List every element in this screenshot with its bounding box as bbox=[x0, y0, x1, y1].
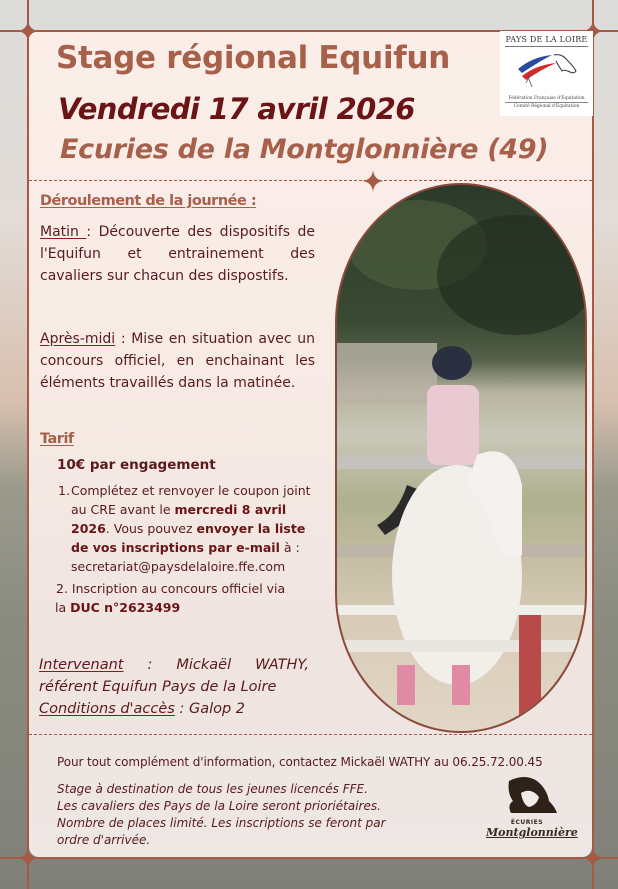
event-venue: Ecuries de la Montglonnière (49) bbox=[60, 134, 549, 165]
footer-notes: Stage à destination de tous les jeunes licencés FFE. Les cavaliers des Pays de la Loire seront prioriétaires. Nombre de places limité. Les inscriptions se feront par ordre d'arrivée. bbox=[57, 782, 386, 847]
tarif-price: 10€ par engagement bbox=[57, 457, 216, 473]
afternoon-label: Après-midi bbox=[40, 331, 116, 347]
tarif-heading: Tarif bbox=[40, 431, 74, 447]
frame-line-bottom bbox=[0, 857, 618, 859]
sparkle-icon bbox=[362, 170, 384, 192]
divider-bottom bbox=[29, 734, 592, 735]
contact-info: Pour tout complément d'information, contactez Mickaël WATHY au 06.25.72.00.45 bbox=[57, 755, 543, 769]
program-afternoon bbox=[40, 328, 315, 394]
registration-steps bbox=[55, 481, 318, 617]
speaker-label: Intervenant bbox=[39, 657, 124, 673]
program-morning bbox=[40, 221, 315, 287]
rider-on-white-pony-photo bbox=[335, 183, 587, 733]
divider-top bbox=[29, 180, 592, 181]
photo-illustration bbox=[337, 185, 587, 733]
ffe-logo-line1: Fédération Française d'Équitation bbox=[505, 95, 588, 103]
frame-line-right bbox=[592, 0, 594, 889]
list-item: 1. Complétez et renvoyer le coupon joint au CRE avant le mercredi 8 avril 2026. Vous pouvez envoyer la liste de vos inscriptions par e-mail à : secretariat@paysdelaloire.ffe.com bbox=[58, 481, 318, 576]
sparkle-icon bbox=[582, 847, 604, 869]
afternoon-text: : Mise en situation avec un concours officiel, en enchainant les éléments travaillés dans la matinée. bbox=[40, 331, 315, 391]
horse-silhouette-icon bbox=[497, 775, 557, 817]
ecuries-logo-script: Montglonnière bbox=[486, 826, 578, 839]
email-link[interactable]: secretariat@paysdelaloire.ffe.com bbox=[71, 559, 286, 574]
morning-text: : Découverte des dispositifs de l'Equifun et entrainement des cavaliers sur chacun des dispostifs. bbox=[40, 224, 315, 284]
sparkle-icon bbox=[17, 847, 39, 869]
ecuries-logo-small: ÉCURIES bbox=[510, 819, 544, 826]
access-label: Conditions d'accès bbox=[39, 701, 175, 717]
horse-head-icon bbox=[512, 47, 582, 89]
sparkle-icon bbox=[17, 20, 39, 42]
event-details: Intervenant : Mickaël WATHY, référent Equifun Pays de la Loire Conditions d'accès : Galop 2 bbox=[39, 654, 309, 720]
program-heading: Déroulement de la journée : bbox=[40, 193, 257, 209]
ecuries-montglonniere-logo bbox=[486, 775, 578, 843]
ffe-pays-de-la-loire-logo bbox=[500, 31, 593, 116]
morning-label: Matin bbox=[40, 224, 87, 240]
list-item: 2. Inscription au concours officiel via la DUC n°2623499 bbox=[55, 581, 286, 615]
duc-number: DUC n°2623499 bbox=[70, 600, 181, 615]
ffe-logo-line2: Comité Régional d'Équitation bbox=[513, 104, 580, 109]
ffe-logo-region: PAYS DE LA LOIRE bbox=[505, 35, 588, 47]
event-date: Vendredi 17 avril 2026 bbox=[58, 92, 415, 126]
access-value: : Galop 2 bbox=[174, 701, 246, 717]
speaker-role: référent Equifun Pays de la Loire bbox=[39, 679, 277, 695]
event-title: Stage régional Equifun bbox=[56, 40, 450, 76]
